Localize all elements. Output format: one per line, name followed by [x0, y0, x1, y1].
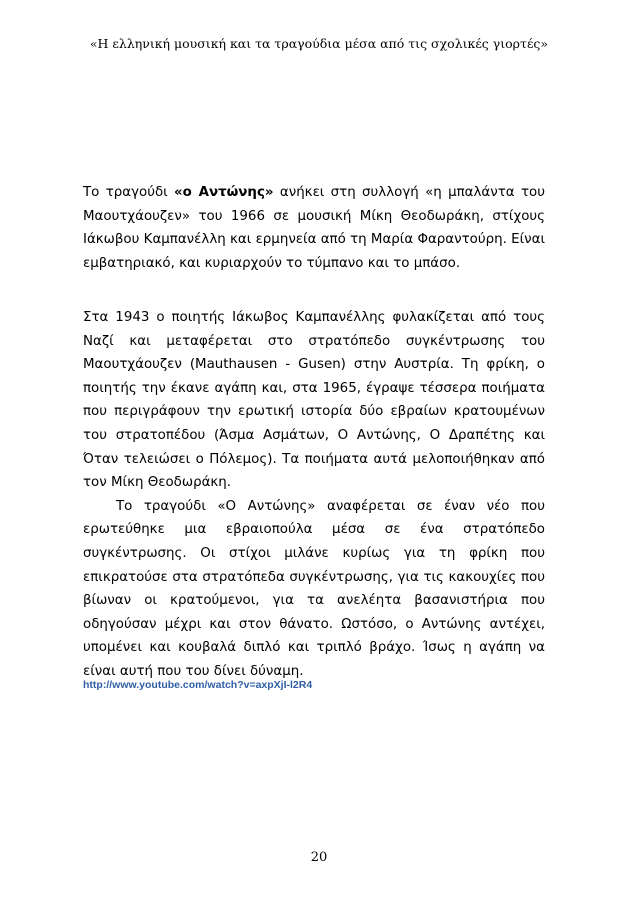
song-description-text: Το τραγούδι «Ο Αντώνης» αναφέρεται σε έναν νέο που ερωτεύθηκε μια εβραιοπούλα μέσα σε ένα στρατόπεδο συγκέντρωσης. Οι στίχοι μιλάνε κυρίως για τη φρίκη που επικρατούσε στα στρατόπεδα συγκέντρωσης, για τις κακουχίες που βίωναν οι κρατούμενοι, για τα ανελέητα βασανιστήρια που οδηγούσαν μέχρι και στον θάνατο. Ωστόσο, ο Αντώνης αντέχει, υπομένει και κουβαλά διπλό και τριπλό βράχο. Ίσως η αγάπη να είναι αυτή που του δίνει δύναμη. — [83, 498, 545, 679]
running-header: «Η ελληνική μουσική και τα τραγούδια μέσα από τις σχολικές γιορτές» — [89, 36, 549, 51]
paragraph-history — [83, 306, 545, 684]
text-after-title: ανήκει στη συλλογή «η μπαλάντα του Μαουτχάουζεν» του 1966 σε μουσική Μίκη Θεοδωράκη, στίχους Ιάκωβου Καμπανέλλη και ερμηνεία από τη Μαρία Φαραντούρη. Είναι εμβατηριακό, και κυριαρχούν το τύμπανο και το μπάσο. — [83, 185, 545, 271]
page-number: 20 — [310, 850, 328, 865]
paragraph-song-intro — [83, 181, 545, 275]
text-before-title: Το τραγούδι — [83, 185, 175, 200]
youtube-link[interactable]: http://www.youtube.com/watch?v=axpXjI-l2R4 — [83, 679, 313, 691]
song-title: «ο Αντώνης» — [174, 185, 274, 200]
paragraph-text — [83, 181, 545, 275]
history-text: Στα 1943 ο ποιητής Ιάκωβος Καμπανέλλης φυλακίζεται από τους Ναζί και μεταφέρεται στο στρατόπεδο συγκέντρωσης του Μαουτχάουζεν (Mauthausen - Gusen) στην Αυστρία. Τη φρίκη, ο ποιητής την έκανε αγάπη και, στα 1965, έγραψε τέσσερα ποιήματα που περιγράφουν την ερωτική ιστορία δύο εβραίων κρατουμένων του στρατοπέδου (Άσμα Ασμάτων, Ο Αντώνης, Ο Δραπέτης και Όταν τελειώσει ο Πόλεμος). Τα ποιήματα αυτά μελοποιήθηκαν από τον Μίκη Θεοδωράκη. — [83, 310, 545, 491]
